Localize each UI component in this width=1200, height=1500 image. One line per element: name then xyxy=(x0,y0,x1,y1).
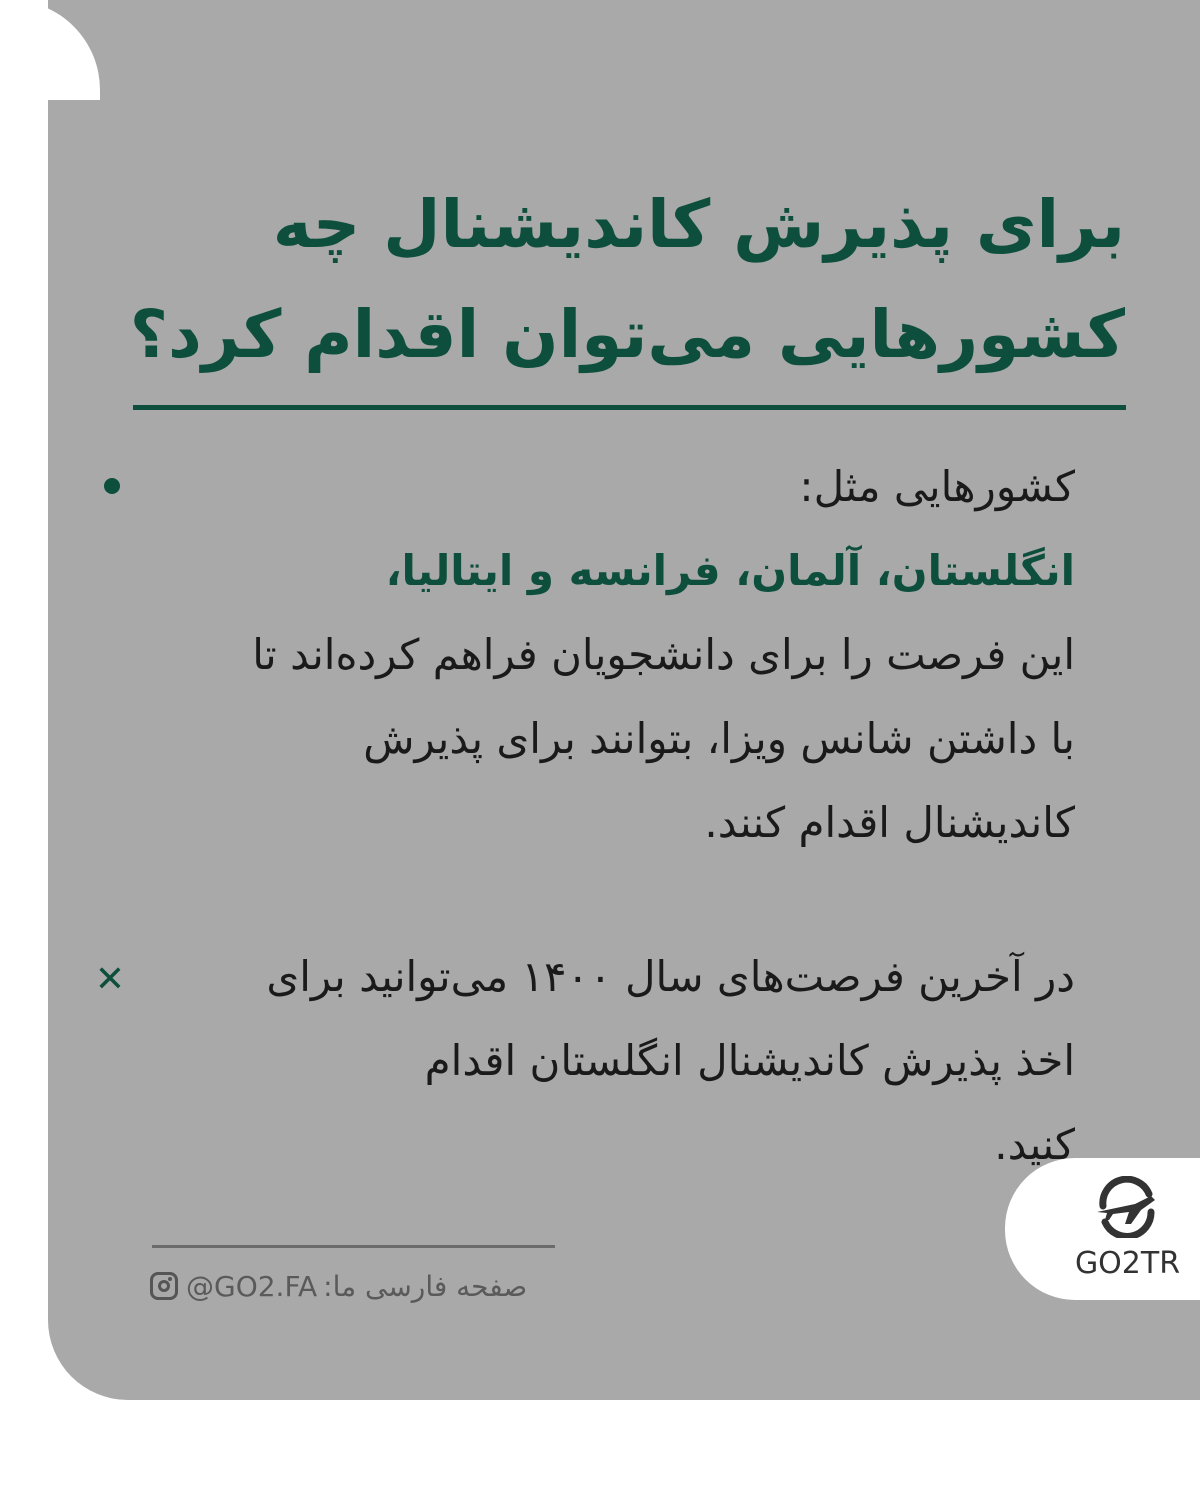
deadline-line-2: اخذ پذیرش کاندیشنال انگلستان اقدام xyxy=(424,1036,1075,1085)
deadline-line-3: کنید. xyxy=(994,1120,1075,1169)
logo-text: GO2TR xyxy=(1074,1246,1181,1281)
brand-logo xyxy=(1005,1158,1200,1300)
countries-section xyxy=(115,445,1075,865)
deadline-line-1: در آخرین فرصت‌های سال ۱۴۰۰ می‌توانید برای xyxy=(266,952,1075,1001)
paragraph-line-1: این فرصت را برای دانشجویان فراهم کرده‌اند تا xyxy=(252,630,1075,679)
countries-label: کشورهایی مثل: xyxy=(799,462,1075,511)
close-x-icon: ✕ xyxy=(94,959,126,1000)
plane-globe-icon xyxy=(1083,1176,1167,1238)
footer-label: صفحه فارسی ما: xyxy=(323,1269,528,1303)
countries-list: انگلستان، آلمان، فرانسه و ایتالیا، xyxy=(385,546,1075,595)
page-title xyxy=(125,170,1125,390)
title-divider xyxy=(133,405,1126,410)
deadline-section xyxy=(115,935,1075,1187)
paragraph-line-2: با داشتن شانس ویزا، بتوانند برای پذیرش xyxy=(363,714,1075,763)
footer-social[interactable] xyxy=(150,1264,560,1308)
instagram-icon xyxy=(150,1272,178,1300)
title-line-1: برای پذیرش کاندیشنال چه xyxy=(272,186,1125,263)
instagram-handle[interactable]: @GO2.FA xyxy=(186,1269,318,1303)
left-margin xyxy=(0,0,48,1500)
paragraph-line-3: کاندیشنال اقدام کنند. xyxy=(704,798,1075,847)
title-line-2: کشورهایی می‌توان اقدام کرد؟ xyxy=(129,296,1125,373)
footer-divider xyxy=(152,1245,555,1248)
